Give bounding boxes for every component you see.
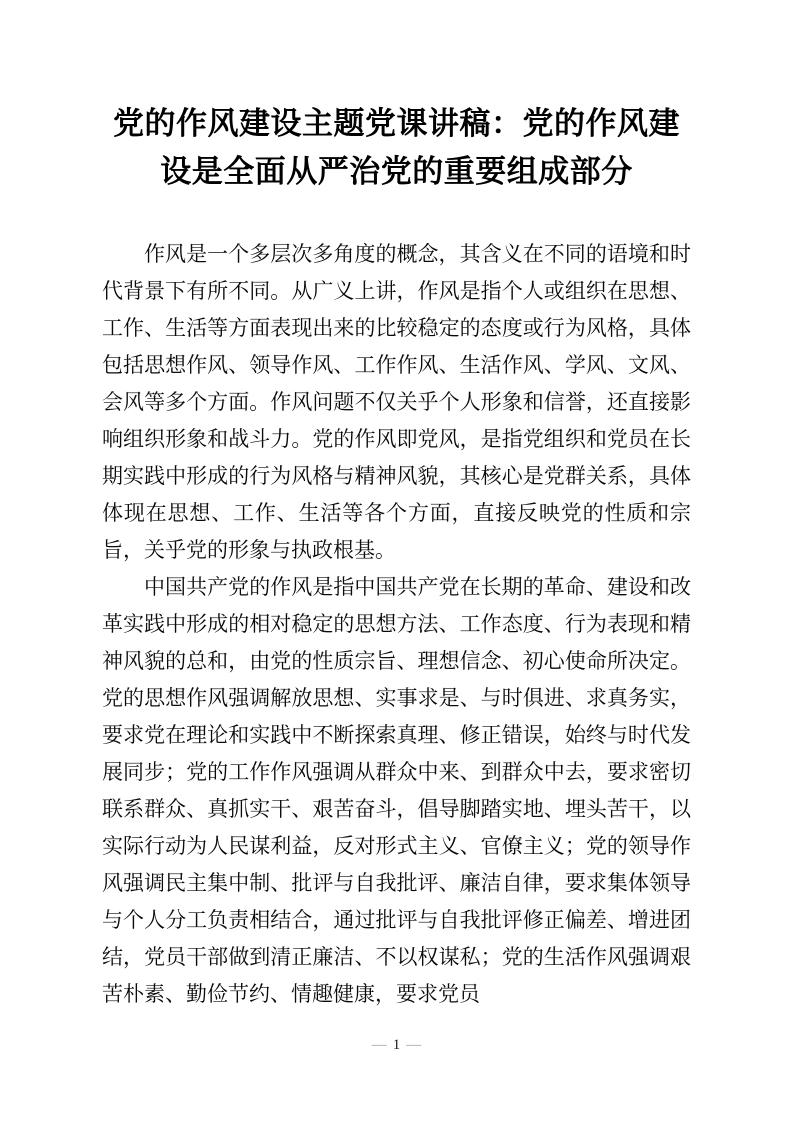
footer-dash-left: — <box>371 1037 387 1053</box>
body-paragraph-2: 中国共产党的作风是指中国共产党在长期的革命、建设和改革实践中形成的相对稳定的思想方法、工作态度、行为表现和精神风貌的总和，由党的性质宗旨、理想信念、初心使命所决定。党的思想作风强调解放思想、实事求是、与时俱进、求真务实，要求党在理论和实践中不断探索真理、修正错误，始终与时代发展同步；党的工作作风强调从群众中来、到群众中去，要求密切联系群众、真抓实干、艰苦奋斗，倡导脚踏实地、埋头苦干，以实际行动为人民谋利益，反对形式主义、官僚主义；党的领导作风强调民主集中制、批评与自我批评、廉洁自律，要求集体领导与个人分工负责相结合，通过批评与自我批评修正偏差、增进团结，党员干部做到清正廉洁、不以权谋私；党的生活作风强调艰苦朴素、勤俭节约、情趣健康，要求党员 <box>102 575 691 1006</box>
footer-dash-right: — <box>406 1037 422 1053</box>
body-paragraph-1: 作风是一个多层次多角度的概念，其含义在不同的语境和时代背景下有所不同。从广义上讲，作风是指个人或组织在思想、工作、生活等方面表现出来的比较稳定的态度或行为风格，具体包括思想作风、领导作风、工作作风、生活作风、学风、文风、会风等多个方面。作风问题不仅关乎个人形象和信誉，还直接影响组织形象和战斗力。党的作风即党风，是指党组织和党员在长期实践中形成的行为风格与精神风貌，其核心是党群关系，具体体现在思想、工作、生活等各个方面，直接反映党的性质和宗旨，关乎党的形象与执政根基。 <box>102 242 691 562</box>
page-footer <box>0 1035 793 1055</box>
document-title: 党的作风建设主题党课讲稿：党的作风建设是全面从严治党的重要组成部分 <box>113 106 680 189</box>
page-number: 1 <box>392 1037 401 1053</box>
document-body <box>102 236 691 1013</box>
